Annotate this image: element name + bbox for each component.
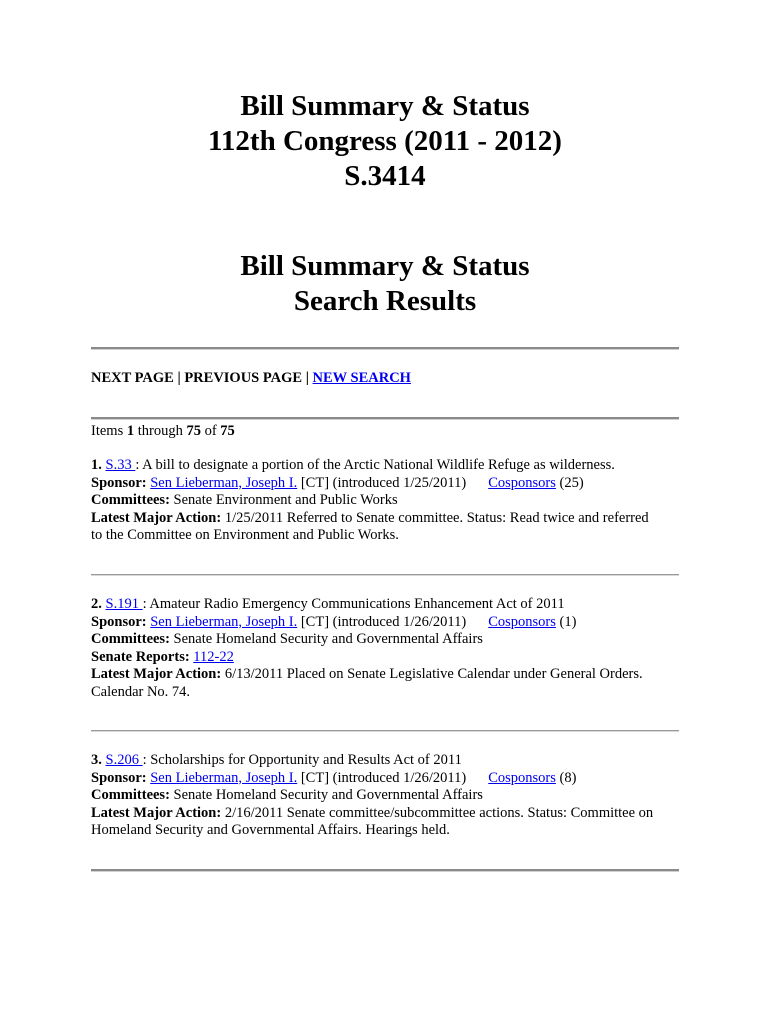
committees-value: Senate Environment and Public Works: [169, 492, 398, 508]
bill-title: : A bill to designate a portion of the Arctic National Wildlife Refuge as wilderness.: [135, 457, 615, 473]
next-page-label: NEXT PAGE: [91, 370, 174, 386]
committees-value: Senate Homeland Security and Governmental Affairs: [169, 787, 483, 803]
committees-label: Committees:: [91, 787, 170, 803]
divider: [91, 574, 679, 576]
items-total: 75: [220, 423, 235, 439]
sponsor-label: Sponsor:: [91, 613, 147, 630]
latest-action-label: Latest Major Action:: [91, 804, 222, 821]
result-number: 3.: [91, 752, 102, 768]
result-item: [91, 457, 679, 545]
divider: [91, 869, 679, 872]
cosponsor-count: (8): [555, 769, 577, 786]
cosponsors-link[interactable]: Cosponsors: [488, 474, 556, 491]
latest-action-value: 1/25/2011 Referred to Senate committee. Status: Read twice and referred: [221, 509, 649, 526]
items-prefix: Items: [91, 423, 127, 439]
sponsor-detail: [CT] (introduced 1/25/2011): [297, 474, 467, 491]
sponsor-label: Sponsor:: [91, 769, 147, 786]
divider: [91, 730, 679, 732]
subtitle-line-1: Bill Summary & Status: [240, 250, 530, 282]
divider: [91, 347, 679, 350]
bill-link[interactable]: S.191: [105, 596, 143, 612]
items-end: 75: [186, 423, 201, 439]
items-of: of: [200, 423, 221, 439]
sponsor-link[interactable]: Sen Lieberman, Joseph I.: [150, 769, 298, 786]
result-number: 1.: [91, 457, 102, 473]
latest-action-continued: Calendar No. 74.: [91, 683, 191, 700]
bill-link[interactable]: S.206: [105, 752, 143, 768]
cosponsors-link[interactable]: Cosponsors: [488, 769, 556, 786]
title-line-1: Bill Summary & Status: [240, 90, 530, 122]
divider: [91, 417, 679, 420]
result-item: [91, 596, 679, 701]
items-start: 1: [126, 423, 135, 439]
previous-page-label: PREVIOUS PAGE: [184, 370, 303, 386]
nav-separator: |: [173, 370, 185, 386]
latest-action-value: 6/13/2011 Placed on Senate Legislative Calendar under General Orders.: [221, 666, 643, 682]
latest-action-value: 2/16/2011 Senate committee/subcommittee actions. Status: Committee on: [221, 804, 654, 821]
latest-action-label: Latest Major Action:: [91, 509, 222, 526]
bill-title: : Scholarships for Opportunity and Results Act of 2011: [142, 752, 462, 768]
page-subtitle: [91, 249, 679, 319]
committees-label: Committees:: [91, 492, 170, 508]
latest-action-continued: to the Committee on Environment and Public Works.: [91, 527, 399, 543]
sponsor-detail: [CT] (introduced 1/26/2011): [297, 613, 467, 630]
title-line-2: 112th Congress (2011 - 2012): [208, 125, 562, 157]
senate-reports-label: Senate Reports:: [91, 648, 190, 665]
senate-report-link[interactable]: 112-22: [193, 648, 234, 665]
new-search-link[interactable]: NEW SEARCH: [312, 370, 411, 386]
pagination-nav: [91, 370, 411, 387]
cosponsor-count: (1): [555, 613, 577, 630]
result-item: [91, 752, 679, 840]
bill-link[interactable]: S.33: [105, 457, 136, 473]
nav-separator: |: [302, 370, 313, 386]
items-through: through: [134, 423, 187, 439]
bill-title: : Amateur Radio Emergency Communications Enhancement Act of 2011: [142, 596, 565, 612]
title-line-3: S.3414: [344, 160, 426, 192]
sponsor-detail: [CT] (introduced 1/26/2011): [297, 769, 467, 786]
latest-action-label: Latest Major Action:: [91, 666, 222, 682]
sponsor-label: Sponsor:: [91, 474, 147, 491]
sponsor-link[interactable]: Sen Lieberman, Joseph I.: [150, 474, 298, 491]
cosponsor-count: (25): [555, 474, 584, 491]
items-count: [91, 423, 235, 440]
result-number: 2.: [91, 596, 102, 612]
latest-action-continued: Homeland Security and Governmental Affairs. Hearings held.: [91, 822, 450, 838]
page-title: [91, 89, 679, 194]
sponsor-link[interactable]: Sen Lieberman, Joseph I.: [150, 613, 298, 630]
cosponsors-link[interactable]: Cosponsors: [488, 613, 556, 630]
subtitle-line-2: Search Results: [293, 285, 477, 317]
committees-value: Senate Homeland Security and Governmental Affairs: [169, 631, 483, 647]
committees-label: Committees:: [91, 631, 170, 647]
